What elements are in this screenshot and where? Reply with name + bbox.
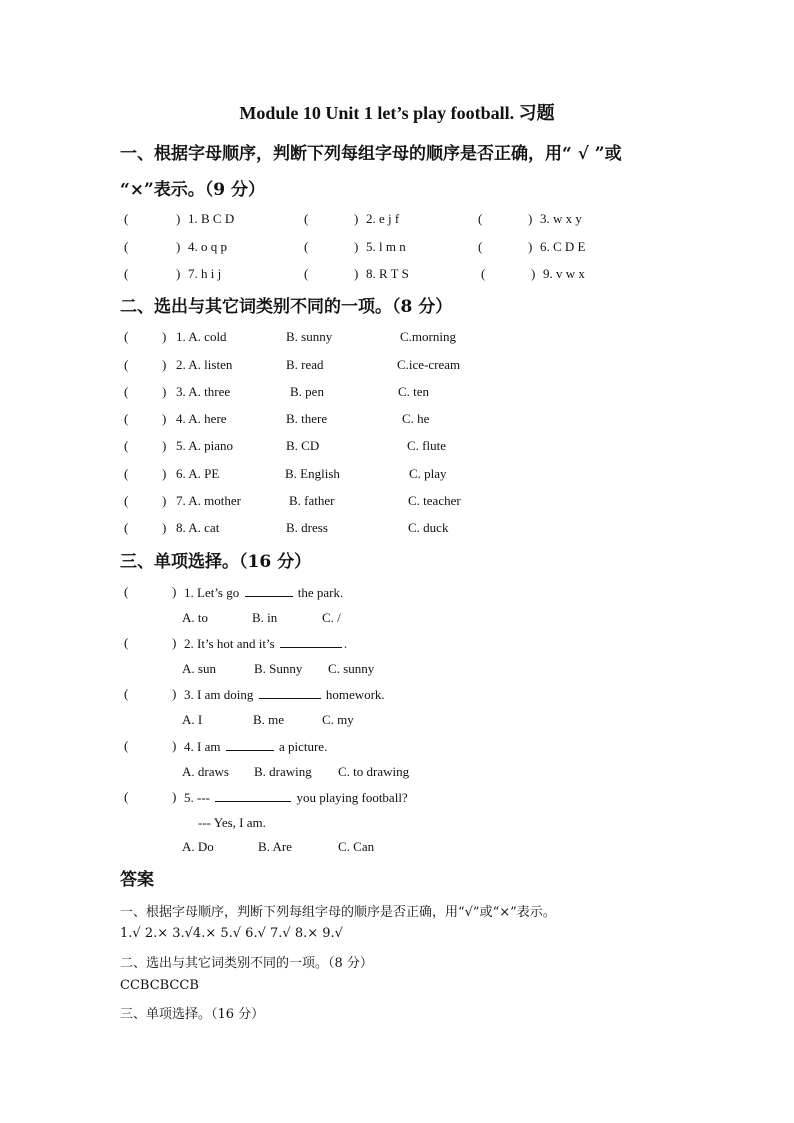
answer-paren-close: ) (172, 635, 177, 650)
answer-paren-open: ( (124, 789, 129, 804)
section1-heading-line2: “×”表示。（9 分） (120, 180, 266, 200)
section2-heading: 二、选出与其它词类别不同的一项。（8 分） (120, 297, 453, 317)
answer-paren-close: ) (162, 357, 167, 372)
sec1-item: 1. B C D (188, 211, 235, 226)
option-a: 7. A. mother (176, 493, 241, 508)
answer-paren-close: ) (172, 738, 177, 753)
answer-paren-open: ( (124, 438, 129, 453)
sec1-item: 4. o q p (188, 239, 227, 254)
answer-paren-open: ( (124, 329, 129, 344)
question-text: 4. I am (184, 739, 221, 754)
answer-paren-open: ( (124, 239, 129, 254)
option-a: A. I (182, 712, 203, 727)
answer-paren-open: ( (478, 211, 483, 226)
sec1-item: 6. C D E (540, 239, 586, 254)
answer-paren-open: ( (124, 584, 129, 599)
option-a: 3. A. three (176, 384, 231, 399)
option-c: C. to drawing (338, 764, 410, 779)
answer-paren-open: ( (304, 211, 309, 226)
sec1-item: 9. v w x (543, 266, 585, 281)
question-text-end: . (343, 636, 348, 651)
option-a: 2. A. listen (176, 357, 233, 372)
option-b: B. CD (286, 438, 320, 453)
question-text: 5. --- (184, 790, 210, 805)
answer-paren-close: ) (162, 411, 167, 426)
answer-paren-close: ) (528, 211, 533, 226)
answer-paren-open: ( (304, 266, 309, 281)
option-b: B. there (286, 411, 328, 426)
answer-paren-open: ( (124, 211, 129, 226)
answer-paren-close: ) (172, 686, 177, 701)
answer-paren-close: ) (162, 384, 167, 399)
answer-paren-open: ( (124, 493, 129, 508)
option-a: A. draws (182, 764, 229, 779)
option-c: C. sunny (328, 661, 375, 676)
option-a: 5. A. piano (176, 438, 234, 453)
option-a: A. Do (182, 839, 214, 854)
option-b: B. dress (286, 520, 328, 535)
option-c: C. ten (398, 384, 430, 399)
option-a: 1. A. cold (176, 329, 227, 344)
option-c: C. Can (338, 839, 375, 854)
answers-section1-title: 一、根据字母顺序，判断下列每组字母的顺序是否正确，用“√”或“×”表示。 (120, 905, 556, 920)
answer-paren-close: ) (354, 239, 359, 254)
answer-paren-open: ( (124, 635, 129, 650)
section3-heading: 三、单项选择。（16 分） (120, 552, 312, 572)
question-text: 1. Let’s go (184, 585, 240, 600)
section1-heading-line1: 一、根据字母顺序，判断下列每组字母的顺序是否正确，用“ √ ”或 (120, 144, 622, 164)
question-text-end: the park. (297, 585, 344, 600)
option-c: C. teacher (408, 493, 461, 508)
option-c: C.ice-cream (397, 357, 461, 372)
answer-paren-close: ) (354, 211, 359, 226)
answer-paren-close: ) (162, 466, 167, 481)
answer-paren-close: ) (162, 329, 167, 344)
option-a: A. to (182, 610, 208, 625)
option-a: 8. A. cat (176, 520, 220, 535)
sec1-item: 5. l m n (366, 239, 406, 254)
option-a: 4. A. here (176, 411, 227, 426)
answer-paren-close: ) (162, 438, 167, 453)
answer-paren-open: ( (124, 738, 129, 753)
answer-paren-open: ( (478, 239, 483, 254)
option-c: C. flute (407, 438, 446, 453)
answers-section2-title: 二、选出与其它词类别不同的一项。（8 分） (120, 956, 373, 971)
option-b: B. Sunny (254, 661, 303, 676)
answer-blank[interactable] (226, 737, 274, 751)
sec1-item: 2. e j f (366, 211, 400, 226)
option-b: B. in (252, 610, 278, 625)
answer-paren-open: ( (124, 686, 129, 701)
option-b: B. Are (258, 839, 292, 854)
answer-paren-close: ) (176, 211, 181, 226)
question-text-end: you playing football? (296, 790, 408, 805)
page-title: Module 10 Unit 1 let’s play football. 习题 (239, 103, 555, 123)
answer-paren-close: ) (162, 493, 167, 508)
answer-paren-open: ( (124, 466, 129, 481)
answer-blank[interactable] (280, 634, 342, 648)
answer-paren-close: ) (162, 520, 167, 535)
answer-paren-close: ) (528, 239, 533, 254)
option-c: C. duck (408, 520, 449, 535)
answers-section1-key: 1.√ 2.× 3.√4.× 5.√ 6.√ 7.√ 8.× 9.√ (120, 926, 343, 941)
answers-heading: 答案 (120, 870, 154, 890)
answer-paren-open: ( (124, 266, 129, 281)
sec1-item: 7. h i j (188, 266, 222, 281)
question-text: 3. I am doing (184, 687, 254, 702)
option-a: 6. A. PE (176, 466, 220, 481)
question-text-end: homework. (325, 687, 385, 702)
question-text: 2. It’s hot and it’s (184, 636, 275, 651)
option-b: B. read (286, 357, 324, 372)
answers-section2-key: CCBCBCCB (120, 978, 199, 993)
option-b: B. pen (290, 384, 324, 399)
answer-paren-open: ( (304, 239, 309, 254)
answer-paren-close: ) (531, 266, 536, 281)
option-a: A. sun (182, 661, 216, 676)
answer-paren-close: ) (176, 239, 181, 254)
question-text-end: a picture. (278, 739, 328, 754)
dialogue-reply: --- Yes, I am. (198, 815, 266, 830)
option-c: C. / (322, 610, 341, 625)
answer-paren-open: ( (481, 266, 486, 281)
option-c: C.morning (400, 329, 456, 344)
option-c: C. he (402, 411, 430, 426)
answer-paren-open: ( (124, 411, 129, 426)
option-b: B. drawing (254, 764, 312, 779)
answer-blank[interactable] (245, 583, 293, 597)
option-c: C. my (322, 712, 354, 727)
sec1-item: 8. R T S (366, 266, 409, 281)
option-c: C. play (409, 466, 447, 481)
answer-paren-close: ) (172, 584, 177, 599)
answer-paren-open: ( (124, 357, 129, 372)
answer-paren-open: ( (124, 520, 129, 535)
answer-paren-close: ) (354, 266, 359, 281)
answer-paren-open: ( (124, 384, 129, 399)
answer-blank[interactable] (215, 788, 291, 802)
option-b: B. father (289, 493, 335, 508)
answers-section3-title: 三、单项选择。（16 分） (120, 1007, 265, 1022)
option-b: B. English (285, 466, 340, 481)
option-b: B. sunny (286, 329, 333, 344)
sec1-item: 3. w x y (540, 211, 582, 226)
answer-blank[interactable] (259, 685, 321, 699)
option-b: B. me (253, 712, 285, 727)
answer-paren-close: ) (176, 266, 181, 281)
answer-paren-close: ) (172, 789, 177, 804)
